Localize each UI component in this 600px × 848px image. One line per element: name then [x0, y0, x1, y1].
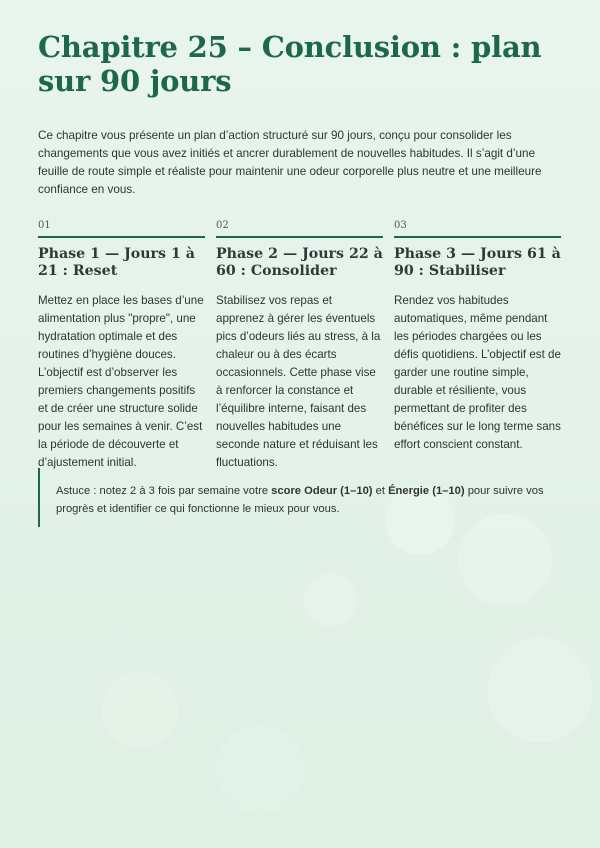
- page-title: Chapitre 25 – Conclusion : plan sur 90 jours: [38, 30, 542, 98]
- phase-number: 01: [38, 220, 205, 238]
- phase-description: Rendez vos habitudes automatiques, même pendant les périodes chargées ou les défis quotidiens. L’objectif est de garder une routine simple, durable et résiliente, vous permettant de profiter des bénéfices sur le long terme sans effort conscient constant.: [394, 294, 561, 451]
- phase-description: Stabilisez vos repas et apprenez à gérer les éventuels pics d’odeurs liés au stress, à la chaleur ou à des écarts occasionnels. Cette phase vise à renforcer la constance et l’équilibre interne, faisant des nouvelles habitudes une seconde nature et réduisant les fluctuations.: [216, 294, 381, 469]
- tip-prefix: Astuce : notez 2 à 3 fois par semaine votre: [56, 485, 269, 497]
- phase-card-3: [394, 220, 561, 472]
- phase-title: Phase 1 — Jours 1 à 21 : Reset: [38, 246, 195, 279]
- tip-suffix: pour suivre vos progrès et identifier ce qui fonctionne le mieux pour vous.: [56, 485, 544, 515]
- score-label: score Odeur (1–10): [271, 485, 373, 497]
- phase-title: Phase 2 — Jours 22 à 60 : Consolider: [216, 246, 383, 279]
- intro-paragraph: Ce chapitre vous présente un plan d’action structuré sur 90 jours, conçu pour consolider les changements que vous avez initiés et ancrer durablement de nouvelles habitudes. Il s’agit d’une feuille de route simple et réaliste pour maintenir une odeur corporelle plus neutre et une meilleure confiance en vous.: [38, 129, 542, 196]
- tip-middle: et: [375, 485, 385, 497]
- energy-label: Énergie (1–10): [388, 485, 465, 497]
- phase-card-2: [216, 220, 383, 472]
- phase-card-1: [38, 220, 205, 472]
- phase-columns: [38, 220, 561, 472]
- phase-description: Mettez en place les bases d’une alimentation plus "propre", une hydratation optimale et des routines d’hygiène douces. L’objectif est d’observer les premiers changements positifs et de créer une structure solide pour les semaines à venir. C’est la période de découverte et d’ajustement initial.: [38, 294, 204, 469]
- phase-title: Phase 3 — Jours 61 à 90 : Stabiliser: [394, 246, 561, 279]
- phase-number: 02: [216, 220, 383, 238]
- tip-callout: [38, 468, 553, 527]
- phase-number: 03: [394, 220, 561, 238]
